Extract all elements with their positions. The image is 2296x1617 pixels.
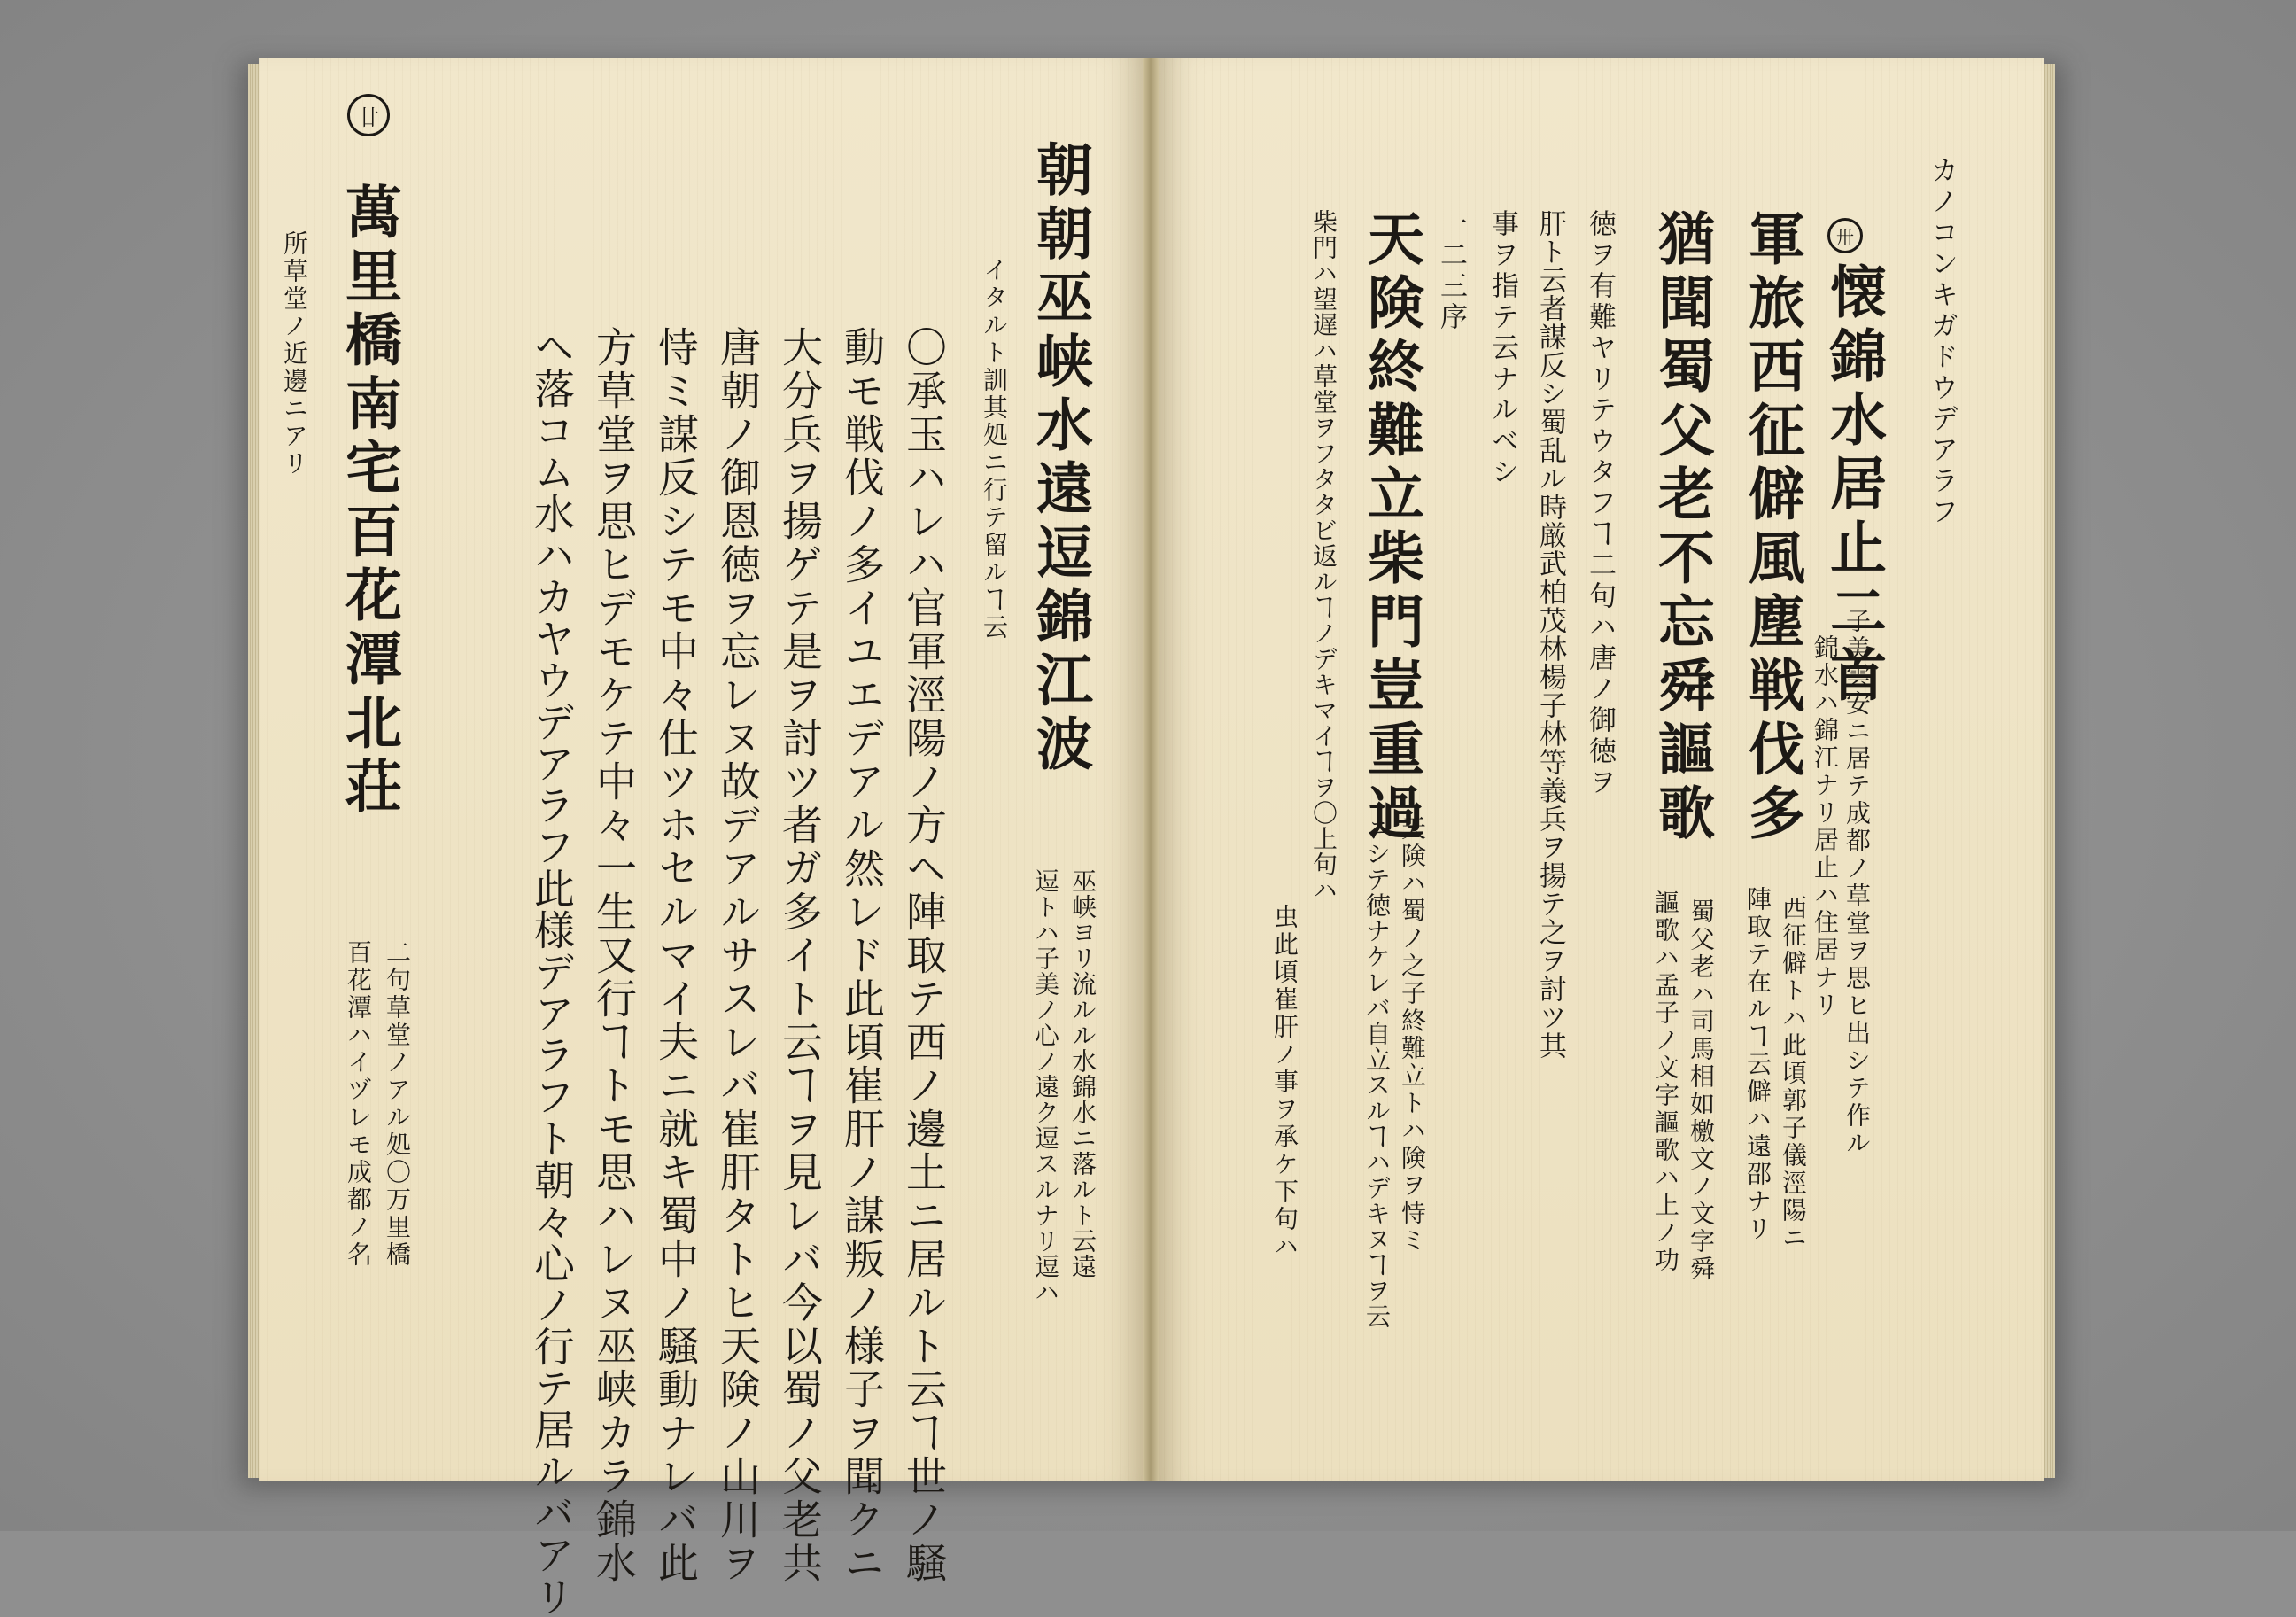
body-line-2: 動モ戦伐ノ多イユエデアル然レド此頃崔肝ノ謀叛ノ様子ヲ聞クニ bbox=[838, 326, 886, 1585]
body-line-7: ヘ落コム水ハカヤウデアラフ此様デアラフト朝々心ノ行テ居ルバアリ bbox=[528, 326, 576, 1617]
verse-4-note-1: 巫峡ヨリ流ルル水錦水ニ落ルト云遠 bbox=[1068, 868, 1098, 1279]
verse-1-note-1: 西征僻トハ此頃郭子儀涇陽ニ bbox=[1779, 895, 1808, 1252]
header-line: カノコンキガドウデアラフ bbox=[1926, 156, 1958, 528]
body-line-1: 〇承玉ハレハ官軍涇陽ノ方ヘ陣取テ西ノ邊土ニ居ルト云ヿ世ノ騒 bbox=[900, 326, 948, 1585]
verse-3-note-4: 虫此頃崔肝ノ事ヲ承ケ下句ハ bbox=[1270, 904, 1299, 1261]
verse-2-note-1: 蜀父老ハ司馬相如檄文ノ文字舜 bbox=[1687, 898, 1716, 1283]
poem-number-badge: 卅 bbox=[1827, 218, 1863, 253]
verse-3-note-2: ニシテ徳ナケレバ自立スルヿハデキヌヿヲ云 bbox=[1362, 815, 1392, 1329]
body-line-4: 唐朝ノ御恩徳ヲ忘レヌ故デアルサスレバ崔肝タトヒ天険ノ山川ヲ bbox=[714, 326, 762, 1585]
verse-4-note-3: イタルト訓其処ニ行テ留ルヿ云 bbox=[980, 257, 1009, 641]
body-line-5: 恃ミ謀反シテモ中々仕ツホセルマイ夫ニ就キ蜀中ノ騒動ナレバ此 bbox=[652, 326, 700, 1585]
verse-5: 萬里橋南宅百花潭北荘 bbox=[336, 183, 402, 820]
body-line-6: 方草堂ヲ思ヒデモケテ中々一生又行ヿトモ思ハレヌ巫峡カラ錦水 bbox=[590, 326, 638, 1585]
commentary-1: 徳ヲ有難ヤリテウタフヿ二句ハ唐ノ御徳ヲ bbox=[1584, 209, 1616, 798]
book-gutter bbox=[1143, 58, 1159, 1481]
verse-5-note-3: 所草堂ノ近邊ニアリ bbox=[280, 230, 309, 478]
commentary-2: 肝ト云者謀反シ蜀乱ル時厳武柏茂林楊子林等義兵ヲ揚テ之ヲ討ツ其 bbox=[1534, 209, 1566, 1060]
verse-3-note-1: 天険ハ蜀ノ之子終難立トハ険ヲ恃ミ bbox=[1398, 815, 1427, 1255]
verse-3-note-3: 柴門ハ望遅ハ草堂ヲフタタビ返ルヿノデキマイヿヲ〇上句ハ bbox=[1309, 209, 1338, 903]
verse-4: 朝朝巫峡水遠逗錦江波 bbox=[1027, 140, 1093, 778]
commentary-4: 一二三序 bbox=[1435, 209, 1467, 333]
title-note-2: 錦水ハ錦江ナリ居止ハ住居ナリ bbox=[1811, 634, 1840, 1019]
page-edge-right bbox=[2043, 64, 2055, 1478]
poem-title: 懐錦水居止二首 bbox=[1820, 262, 1887, 709]
verse-2-note-2: 謳歌ハ孟子ノ文字謳歌ハ上ノ功 bbox=[1651, 890, 1680, 1274]
page-number-badge: 廿 bbox=[347, 94, 390, 136]
verse-4-note-2: 逗トハ子美ノ心ノ遠ク逗スルナリ逗ハ bbox=[1031, 868, 1060, 1305]
body-line-3: 大分兵ヲ揚ゲテ是ヲ討ツ者ガ多イト云ヿヲ見レバ今以蜀ノ父老共 bbox=[776, 326, 824, 1585]
verse-3: 天険終難立柴門豈重過 bbox=[1358, 209, 1424, 847]
commentary-3: 事ヲ指テ云ナルベシ bbox=[1486, 209, 1518, 488]
verse-1: 軍旅西征僻風塵戦伐多 bbox=[1739, 209, 1805, 847]
verse-1-note-2: 陣取テ在ルヿ云僻ハ遠邵ナリ bbox=[1743, 886, 1772, 1243]
title-note-1: 子美雲安ニ居テ成都ノ草堂ヲ思ヒ出シテ作ル bbox=[1842, 608, 1872, 1157]
verse-5-note-2: 百花潭ハイヅレモ成都ノ名 bbox=[344, 939, 373, 1269]
verse-5-note-1: 二句草堂ノアル処〇万里橋 bbox=[383, 939, 412, 1269]
verse-2: 猶聞蜀父老不忘舜謳歌 bbox=[1648, 209, 1715, 847]
